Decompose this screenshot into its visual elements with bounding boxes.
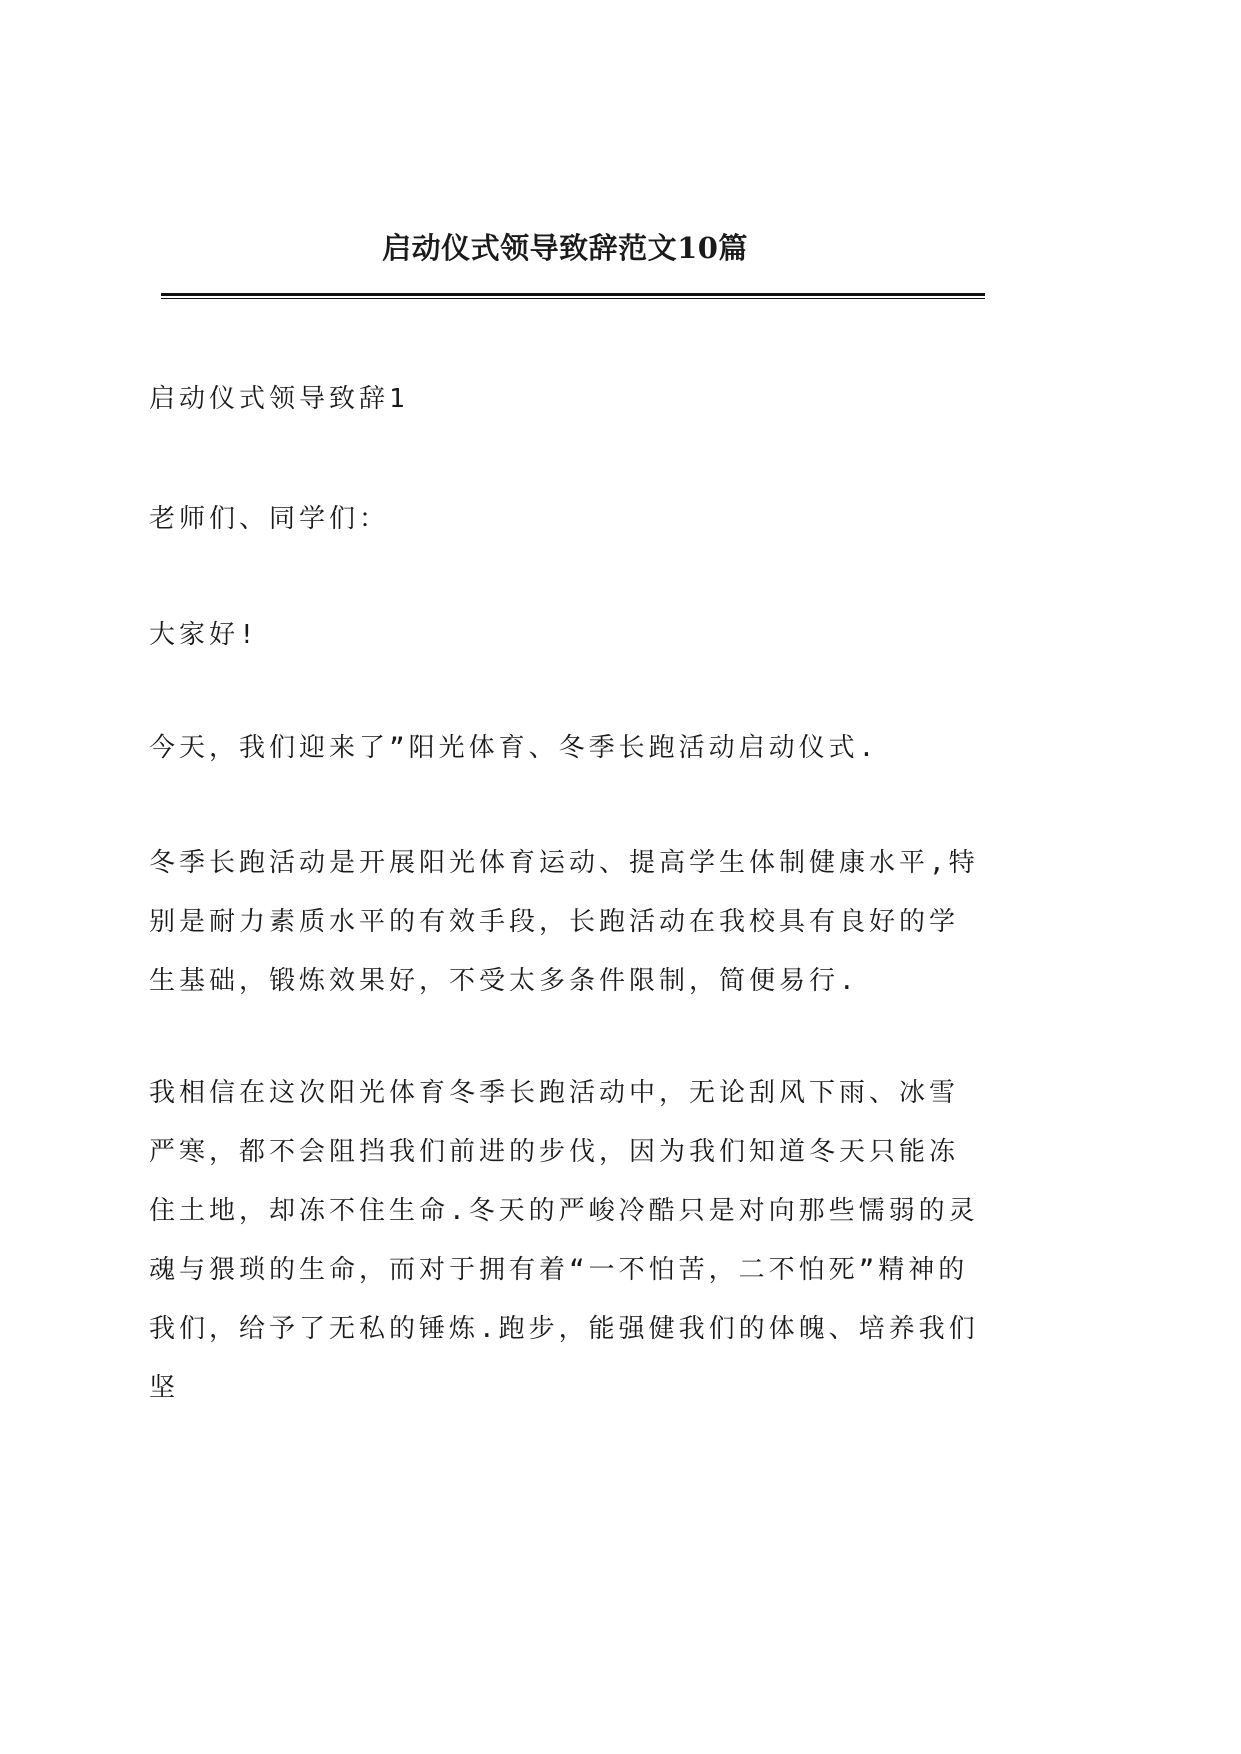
intro-paragraph: 今天，我们迎来了”阳光体育、冬季长跑活动启动仪式. bbox=[149, 733, 879, 763]
title-rule-thick bbox=[161, 293, 985, 296]
document-title: 启动仪式领导致辞范文10篇 bbox=[382, 231, 748, 265]
body-paragraph: 我相信在这次阳光体育冬季长跑活动中，无论刮风下雨、冰雪严寒，都不会阻挡我们前进的步伐，因为我们知道冬天只能冻住土地，却冻不住生命.冬天的严峻冷酷只是对向那些懦弱的灵魂与猥琐的生命，而对于拥有着“一不怕苦，二不怕死”精神的我们，给予了无私的锤炼.跑步，能强健我们的体魄、培养我们坚 bbox=[149, 1078, 979, 1403]
salutation-paragraph: 老师们、同学们： bbox=[149, 504, 390, 534]
title-rule-thin bbox=[161, 298, 985, 299]
section-heading: 启动仪式领导致辞1 bbox=[149, 384, 409, 414]
body-paragraph: 冬季长跑活动是开展阳光体育运动、提高学生体制健康水平,特别是耐力素质水平的有效手段，长跑活动在我校具有良好的学生基础，锻炼效果好，不受太多条件限制，简便易行. bbox=[149, 848, 979, 996]
greeting-paragraph: 大家好! bbox=[149, 620, 259, 650]
